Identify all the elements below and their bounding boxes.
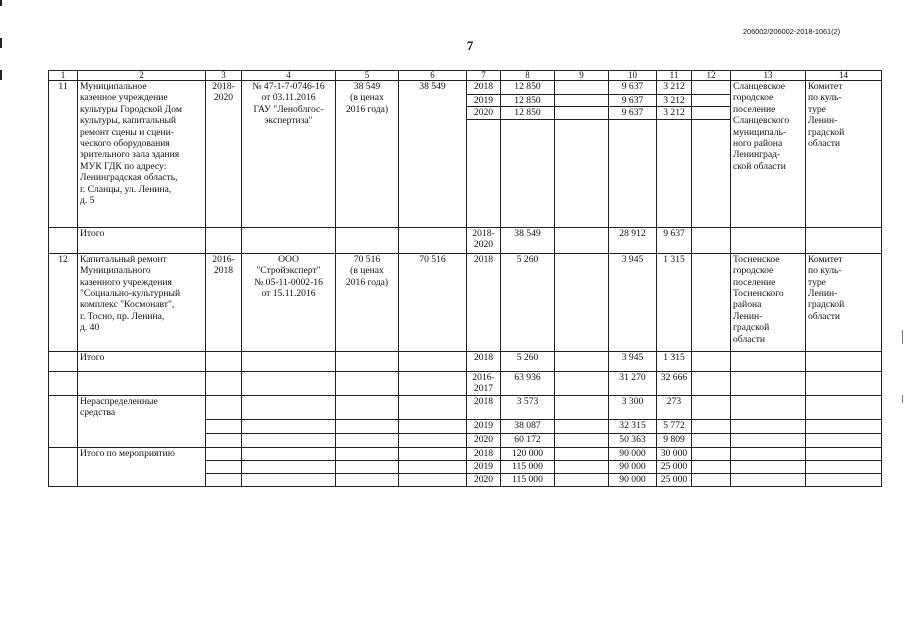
scan-edge-mark [0,70,2,80]
implementation-period: 2016- 2018 [206,253,242,351]
regional-amount-cell: 3 300 [609,395,657,419]
regional-amount-cell: 90 000 [609,460,657,473]
empty-cell [336,371,399,395]
empty-cell [242,447,336,460]
year-cell: 2018 [467,395,501,419]
empty-cell [399,227,467,253]
empty-cell [206,419,242,433]
empty-cell [242,460,336,473]
regional-amount-cell: 32 315 [609,419,657,433]
column-number: 5 [336,71,399,81]
column-number: 14 [806,71,882,81]
empty-cell [806,473,882,486]
regional-amount-cell: 3 945 [609,351,657,371]
amount-col12-cell [692,395,731,419]
total-amount-cell: 60 172 [501,433,555,447]
amount-col9-cell [555,227,609,253]
scan-edge-mark [902,395,903,403]
empty-cell [242,473,336,486]
year-cell: 2020 [467,473,501,486]
amount-col9-cell [555,395,609,419]
empty-cell [806,395,882,419]
total-amount-cell: 5 260 [501,253,555,351]
recipient-municipality: Сланцевское городское поселение Сланцевского муниципаль- ного района Ленинград- ской области [731,81,806,228]
local-amount-cell: 30 000 [657,447,692,460]
empty-cell [206,227,242,253]
amount-col9-cell [555,81,609,95]
amount-col9-cell [555,371,609,395]
total-amount-cell: 12 850 [501,81,555,95]
total-amount-cell: 12 850 [501,107,555,119]
empty-cell [242,419,336,433]
regional-amount-cell: 31 270 [609,371,657,395]
amount-col12-cell [692,253,731,351]
program-table [48,70,882,487]
column-6-value: 38 549 [399,81,467,228]
total-amount-cell: 115 000 [501,473,555,486]
empty-cell [336,460,399,473]
table-row [49,447,882,460]
expertise-conclusion: ООО "Стройэксперт" № 05-11-0002-16 от 15.11.2016 [242,253,336,351]
total-amount-cell: 63 936 [501,371,555,395]
amount-col12-cell [692,447,731,460]
empty-cell [49,371,78,395]
empty-cell [242,395,336,419]
column-6-value: 70 516 [399,253,467,351]
empty-cell [242,351,336,371]
total-amount-cell: 12 850 [501,95,555,107]
amount-col12-cell [692,227,731,253]
table-row [49,227,882,253]
year-cell: 2019 [467,95,501,107]
regional-amount-cell: 9 637 [609,95,657,107]
regional-amount-cell: 9 637 [609,107,657,119]
table-row [49,253,882,351]
amount-col9-cell [555,473,609,486]
estimated-cost: 38 549 (в ценах 2016 года) [336,81,399,228]
total-amount-cell: 38 087 [501,419,555,433]
amount-col9-cell [555,447,609,460]
empty-cell [806,460,882,473]
empty-cell [206,395,242,419]
empty-cell [206,351,242,371]
amount-col12-cell [692,95,731,107]
local-amount-cell: 5 772 [657,419,692,433]
total-amount-cell: 38 549 [501,227,555,253]
amount-col12-cell [692,81,731,95]
empty-cell [555,119,609,227]
empty-cell [336,433,399,447]
column-number: 3 [206,71,242,81]
empty-cell [206,433,242,447]
amount-col9-cell [555,95,609,107]
recipient-municipality: Тосненское городское поселение Тосненского района Ленин- градской области [731,253,806,351]
entry-number: 12 [49,253,78,351]
empty-cell [731,395,806,419]
column-number: 10 [609,71,657,81]
entry-name: Капитальный ремонт Муниципального казенного учреждения "Социально-культурный комплекс "Космонавт", г. Тосно, пр. Ленина, д. 40 [78,253,206,351]
empty-cell [806,227,882,253]
page-number: 7 [466,38,474,53]
column-number: 7 [467,71,501,81]
expertise-conclusion: № 47-1-7-0746-16 от 03.11.2016 ГАУ "Леноблгос- экспертиза" [242,81,336,228]
empty-cell [731,227,806,253]
measure-total-label: Итого по мероприятию [78,447,206,486]
amount-col12-cell [692,107,731,119]
empty-cell [206,473,242,486]
empty-cell [49,227,78,253]
amount-col9-cell [555,107,609,119]
table-row [49,351,882,371]
year-cell: 2018 [467,253,501,351]
year-cell: 2016- 2017 [467,371,501,395]
empty-cell [336,473,399,486]
estimated-cost: 70 516 (в ценах 2016 года) [336,253,399,351]
empty-cell [336,419,399,433]
local-amount-cell: 1 315 [657,253,692,351]
table-row [49,371,882,395]
empty-cell [242,371,336,395]
table-row [49,81,882,95]
table-row [49,395,882,419]
local-amount-cell: 3 212 [657,95,692,107]
empty-cell [806,419,882,433]
empty-cell [336,351,399,371]
year-cell: 2019 [467,460,501,473]
empty-cell [399,447,467,460]
empty-cell [399,460,467,473]
local-amount-cell: 9 809 [657,433,692,447]
year-cell: 2018 [467,447,501,460]
year-cell: 2018 [467,351,501,371]
subtotal-label [78,371,206,395]
scan-edge-mark [0,0,2,6]
year-cell: 2020 [467,107,501,119]
column-number: 13 [731,71,806,81]
local-amount-cell: 25 000 [657,460,692,473]
responsible-committee: Комитет по куль- туре Ленин- градской области [806,81,882,228]
empty-cell [731,351,806,371]
year-cell: 2018- 2020 [467,227,501,253]
amount-col12-cell [692,473,731,486]
subtotal-label: Итого [78,227,206,253]
column-number: 12 [692,71,731,81]
scan-edge-mark [0,38,2,48]
unallocated-funds-label: Нераспределенные средства [78,395,206,447]
amount-col9-cell [555,351,609,371]
regional-amount-cell: 50 363 [609,433,657,447]
regional-amount-cell: 28 912 [609,227,657,253]
column-number: 6 [399,71,467,81]
regional-amount-cell: 9 637 [609,81,657,95]
column-number: 2 [78,71,206,81]
responsible-committee: Комитет по куль- туре Ленин- градской области [806,253,882,351]
column-number: 11 [657,71,692,81]
column-number: 9 [555,71,609,81]
amount-col12-cell [692,460,731,473]
empty-cell [49,447,78,486]
empty-cell [731,371,806,395]
empty-cell [206,460,242,473]
amount-col9-cell [555,460,609,473]
local-amount-cell: 9 637 [657,227,692,253]
local-amount-cell: 25 000 [657,473,692,486]
amount-col9-cell [555,253,609,351]
total-amount-cell: 120 000 [501,447,555,460]
column-number: 8 [501,71,555,81]
empty-cell [336,395,399,419]
entry-name: Муниципальное казенное учреждение культуры Городской Дом культуры, капитальный ремонт сцены и сцени- ческого оборудования зрительного зала здания МУК ГДК по адресу: Ленинградская область, г. Сланцы, ул. Ленина, д. 5 [78,81,206,228]
empty-cell [399,395,467,419]
empty-cell [399,351,467,371]
empty-cell [399,473,467,486]
regional-amount-cell: 90 000 [609,473,657,486]
column-number-row [49,71,882,81]
table-body [49,71,882,487]
column-number: 4 [242,71,336,81]
empty-cell [49,395,78,447]
total-amount-cell: 115 000 [501,460,555,473]
entry-number: 11 [49,81,78,228]
subtotal-label: Итого [78,351,206,371]
empty-cell [242,227,336,253]
empty-cell [657,119,692,227]
amount-col9-cell [555,433,609,447]
document-id: 206002/206002-2018-1061(2) [742,27,840,36]
empty-cell [242,433,336,447]
empty-cell [609,119,657,227]
year-cell: 2018 [467,81,501,95]
empty-cell [399,433,467,447]
empty-cell [731,433,806,447]
empty-cell [692,119,731,227]
total-amount-cell: 3 573 [501,395,555,419]
empty-cell [399,371,467,395]
local-amount-cell: 32 666 [657,371,692,395]
empty-cell [806,433,882,447]
empty-cell [206,371,242,395]
empty-cell [206,447,242,460]
empty-cell [731,460,806,473]
local-amount-cell: 273 [657,395,692,419]
amount-col12-cell [692,433,731,447]
empty-cell [731,473,806,486]
implementation-period: 2018- 2020 [206,81,242,228]
total-amount-cell: 5 260 [501,351,555,371]
empty-cell [399,419,467,433]
regional-amount-cell: 90 000 [609,447,657,460]
column-number: 1 [49,71,78,81]
year-cell: 2019 [467,419,501,433]
empty-cell [731,419,806,433]
empty-cell [806,447,882,460]
empty-cell [806,371,882,395]
empty-cell [806,351,882,371]
empty-cell [336,447,399,460]
amount-col9-cell [555,419,609,433]
empty-cell [731,447,806,460]
amount-col12-cell [692,419,731,433]
empty-cell [49,351,78,371]
amount-col12-cell [692,351,731,371]
empty-cell [501,119,555,227]
year-cell: 2020 [467,433,501,447]
local-amount-cell: 3 212 [657,81,692,95]
amount-col12-cell [692,371,731,395]
local-amount-cell: 1 315 [657,351,692,371]
empty-cell [467,119,501,227]
regional-amount-cell: 3 945 [609,253,657,351]
empty-cell [336,227,399,253]
local-amount-cell: 3 212 [657,107,692,119]
scan-edge-mark [902,330,903,344]
